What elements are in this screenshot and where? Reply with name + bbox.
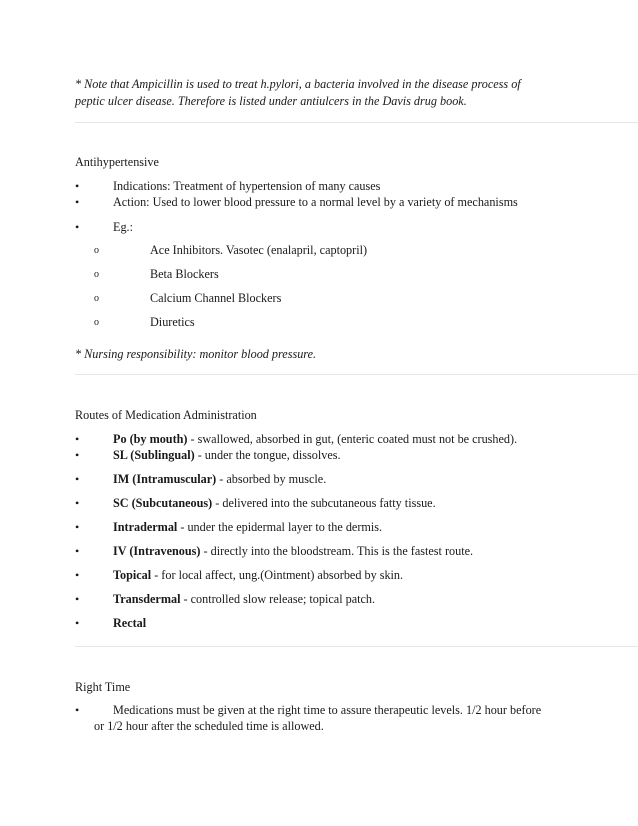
- right-time-heading: Right Time: [75, 680, 131, 694]
- route-term: SC (Subcutaneous): [113, 496, 213, 510]
- route-term: SL (Sublingual): [113, 448, 195, 462]
- list-item: [0, 520, 638, 536]
- route-term: Transdermal: [113, 592, 181, 606]
- route-term: Intradermal: [113, 520, 178, 534]
- intro-note-line-1: * Note that Ampicillin is used to treat h.pylori, a bacteria involved in the disease process of: [75, 77, 521, 91]
- bullet-icon: •: [75, 472, 80, 486]
- list-item-text: Eg.:: [113, 220, 133, 234]
- list-item: [0, 544, 638, 560]
- nursing-note: * Nursing responsibility: monitor blood pressure.: [75, 347, 317, 361]
- route-term: Po (by mouth): [113, 432, 188, 446]
- sub-list-item: [0, 243, 638, 259]
- route-term: IV (Intravenous): [113, 544, 201, 558]
- sub-list-item: [0, 267, 638, 283]
- route-item: [113, 592, 375, 607]
- list-item: [0, 703, 638, 719]
- bullet-icon: •: [75, 520, 80, 534]
- route-item: [113, 432, 517, 447]
- route-item: [113, 616, 146, 631]
- route-term: IM (Intramuscular): [113, 472, 217, 486]
- section-divider: [75, 122, 638, 123]
- bullet-icon: •: [75, 544, 80, 558]
- route-item: [113, 448, 341, 463]
- route-item: [113, 544, 473, 559]
- list-item: [0, 568, 638, 584]
- list-item: [0, 592, 638, 608]
- sub-list-item-text: Calcium Channel Blockers: [150, 291, 282, 305]
- sub-list-item-text: Ace Inhibitors. Vasotec (enalapril, captopril): [150, 243, 368, 257]
- list-item: [0, 195, 638, 211]
- route-item: [113, 520, 382, 535]
- circle-bullet-icon: o: [94, 245, 99, 256]
- route-item: [113, 472, 326, 487]
- bullet-icon: •: [75, 179, 80, 193]
- section-divider: [75, 646, 638, 647]
- list-item: [0, 179, 638, 195]
- bullet-icon: •: [75, 568, 80, 582]
- route-term: Topical: [113, 568, 152, 582]
- bullet-icon: •: [75, 592, 80, 606]
- right-time-line-2: or 1/2 hour after the scheduled time is allowed.: [94, 719, 324, 733]
- route-desc: - absorbed by muscle.: [216, 472, 327, 486]
- bullet-icon: •: [75, 432, 80, 446]
- list-item: [0, 496, 638, 512]
- bullet-icon: •: [75, 496, 80, 510]
- bullet-icon: •: [75, 616, 80, 630]
- right-time-line-1: Medications must be given at the right time to assure therapeutic levels. 1/2 hour before: [113, 703, 542, 717]
- list-item: [0, 220, 638, 236]
- sub-list-item-text: Diuretics: [150, 315, 195, 329]
- route-desc: - under the epidermal layer to the dermis.: [177, 520, 383, 534]
- routes-heading: Routes of Medication Administration: [75, 408, 257, 422]
- bullet-icon: •: [75, 703, 80, 717]
- route-desc: - for local affect, ung.(Ointment) absorbed by skin.: [151, 568, 404, 582]
- list-item: [0, 448, 638, 464]
- sub-list-item: [0, 315, 638, 331]
- section-divider: [75, 374, 638, 375]
- route-desc: - controlled slow release; topical patch.: [180, 592, 376, 606]
- route-desc: - directly into the bloodstream. This is the fastest route.: [200, 544, 474, 558]
- antihypertensive-heading: Antihypertensive: [75, 155, 159, 169]
- list-item: [0, 432, 638, 448]
- circle-bullet-icon: o: [94, 269, 99, 280]
- list-item-text: Indications: Treatment of hypertension of many causes: [113, 179, 381, 193]
- route-desc: - swallowed, absorbed in gut, (enteric coated must not be crushed).: [187, 432, 518, 446]
- intro-note-line-2: peptic ulcer disease. Therefore is listed under antiulcers in the Davis drug book.: [75, 94, 467, 108]
- route-term: Rectal: [113, 616, 147, 630]
- route-desc: - delivered into the subcutaneous fatty tissue.: [212, 496, 436, 510]
- sub-list-item-text: Beta Blockers: [150, 267, 219, 281]
- circle-bullet-icon: o: [94, 317, 99, 328]
- route-item: [113, 568, 403, 583]
- bullet-icon: •: [75, 195, 80, 209]
- bullet-icon: •: [75, 448, 80, 462]
- route-item: [113, 496, 436, 511]
- sub-list-item: [0, 291, 638, 307]
- route-desc: - under the tongue, dissolves.: [194, 448, 341, 462]
- list-item: [0, 616, 638, 632]
- list-item: [0, 472, 638, 488]
- list-item-text: Action: Used to lower blood pressure to a normal level by a variety of mechanisms: [113, 195, 518, 209]
- bullet-icon: •: [75, 220, 80, 234]
- circle-bullet-icon: o: [94, 293, 99, 304]
